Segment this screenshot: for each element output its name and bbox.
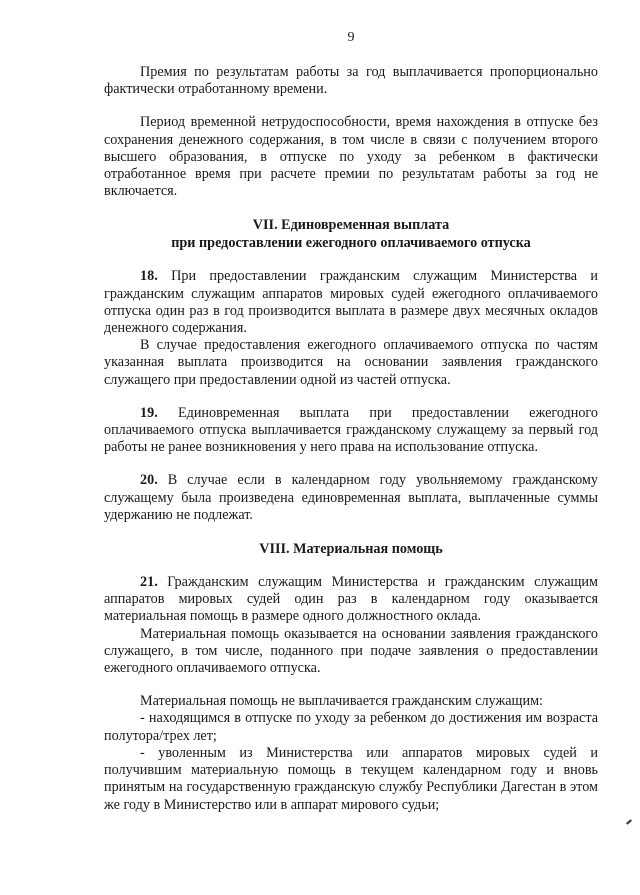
item-text: При предоставлении гражданским служащим Министерства и гражданским служащим аппаратов мировых судей ежегодного оплачиваемого отпуска один раз в год производится выплата в размере двух месячных окладов денежного содержания. <box>104 268 598 337</box>
item-18-part2: В случае предоставления ежегодного оплачиваемого отпуска по частям указанная выплата производится на основании заявления гражданского служащего при предоставлении одной из частей отпуска. <box>104 337 598 388</box>
item-number: 18. <box>140 268 158 285</box>
list-item-bullet-2: - уволенным из Министерства или аппаратов мировых судей и получившим материальную помощь в текущем календарном году и вновь принятым на государственную гражданскую службу Республики Дагестан в этом же году в Министерство или в аппарат мирового судьи; <box>104 744 598 813</box>
item-20 <box>104 472 598 524</box>
item-text: В случае если в календарном году увольняемому гражданскому служащему была произведена единовременная выплата, выплаченные суммы удержанию не подлежат. <box>104 472 598 523</box>
section-heading-7-line1: VII. Единовременная выплата <box>252 217 450 234</box>
item-18 <box>104 268 598 337</box>
item-number: 21. <box>140 574 158 591</box>
item-19 <box>104 405 598 457</box>
item-text: Гражданским служащим Министерства и гражданским служащим аппаратов мировых судей один раз в календарном году оказывается материальная помощь в размере одного должностного оклада. <box>104 574 598 625</box>
item-21 <box>104 574 598 626</box>
paragraph-excluded-periods: Период временной нетрудоспособности, время нахождения в отпуске без сохранения денежного содержания, в том числе в связи с получением второго высшего образования, в отпуске по уходу за ребенком в фактически отработанное время при расчете премии по результатам работы за год не включается. <box>104 114 598 200</box>
item-text: Единовременная выплата при предоставлении ежегодного оплачиваемого отпуска выплачивается гражданскому служащему за первый год работы не ранее возникновения у него права на использование отпуска. <box>104 404 598 456</box>
page-number: 9 <box>347 30 355 45</box>
section-heading-7-line2: при предоставлении ежегодного оплачиваемого отпуска <box>171 235 531 252</box>
paragraph-not-paid-intro: Материальная помощь не выплачивается гражданским служащим: <box>140 693 543 710</box>
item-number: 19. <box>140 404 158 421</box>
pen-mark <box>626 819 632 824</box>
item-number: 20. <box>140 472 158 489</box>
paragraph-premium-proportional: Премия по результатам работы за год выплачивается пропорционально фактически отработанному времени. <box>104 64 598 98</box>
item-21-part2: Материальная помощь оказывается на основании заявления гражданского служащего, в том числе, поданного при подаче заявления о предоставлении ежегодного оплачиваемого отпуска. <box>104 625 598 677</box>
list-item-bullet-1: - находящимся в отпуске по уходу за ребенком до достижения им возраста полутора/трех лет; <box>104 710 598 744</box>
section-heading-8: VIII. Материальная помощь <box>259 541 443 558</box>
